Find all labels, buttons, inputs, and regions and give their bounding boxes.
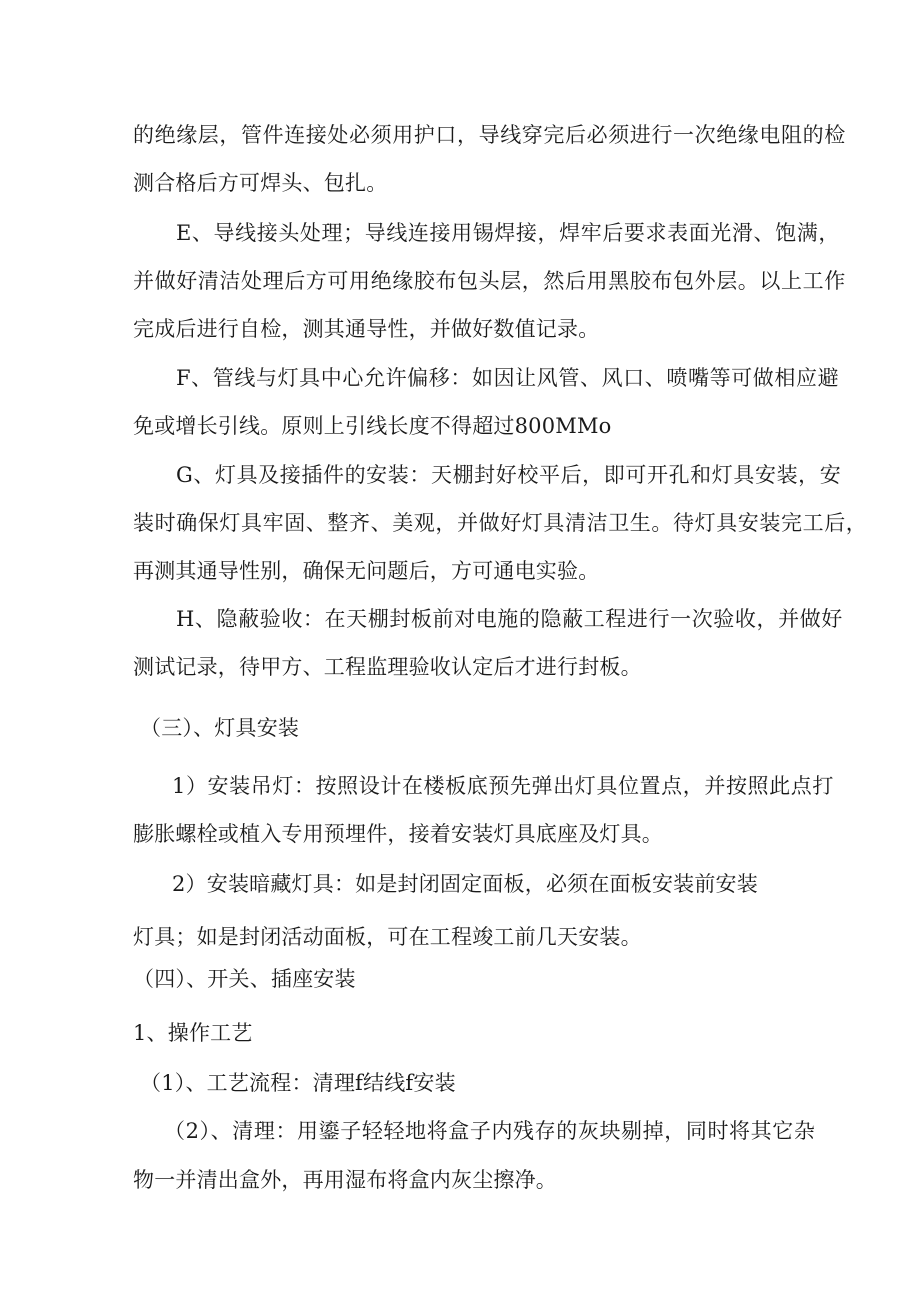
text-line-22: 物一并清出盒外，再用湿布将盒内灰尘擦净。 <box>133 1168 557 1192</box>
text-line-9: 装时确保灯具牢固、整齐、美观，并做好灯具清洁卫生。待灯具安装完工后， <box>133 511 868 535</box>
section-heading-4: （四）、开关、插座安装 <box>133 967 356 991</box>
text-line-5: 完成后进行自检，测其通导性，并做好数值记录。 <box>133 317 600 341</box>
text-line-7: 免或增长引线。原则上引线长度不得超过800MMo <box>133 414 612 438</box>
text-line-4: 并做好清洁处理后方可用绝缘胶布包头层，然后用黑胶布包外层。以上工作 <box>133 269 846 293</box>
text-line-12: 测试记录，待甲方、工程监理验收认定后才进行封板。 <box>133 655 642 679</box>
text-line-14: 1）安装吊灯：按照设计在楼板底预先弹出灯具位置点，并按照此点打 <box>172 774 834 798</box>
text-line-11: H、隐蔽验收：在天棚封板前对电施的隐蔽工程进行一次验收，并做好 <box>176 607 843 631</box>
text-line-20: （1）、工艺流程：清理f结线f安装 <box>140 1071 456 1095</box>
subsection-heading: 1、操作工艺 <box>133 1021 253 1045</box>
text-line-17: 灯具；如是封闭活动面板，可在工程竣工前几天安装。 <box>133 925 642 949</box>
text-line-3: E、导线接头处理；导线连接用锡焊接，焊牢后要求表面光滑、饱满， <box>176 221 840 245</box>
text-line-8: G、灯具及接插件的安装：天棚封好校平后，即可开孔和灯具安装，安 <box>176 463 842 487</box>
text-line-6: F、管线与灯具中心允许偏移：如因让风管、风口、喷嘴等可做相应避 <box>176 366 840 390</box>
text-line-2: 测合格后方可焊头、包扎。 <box>133 171 388 195</box>
text-line-15: 膨胀螺栓或植入专用预埋件，接着安装灯具底座及灯具。 <box>133 822 663 846</box>
text-line-16: 2）安装暗藏灯具：如是封闭固定面板，必须在面板安装前安装 <box>172 872 758 896</box>
text-line-21: （2）、清理：用鎏子轻轻地将盒子内残存的灰块剔掉，同时将其它杂 <box>164 1119 816 1143</box>
text-line-10: 再测其通导性别，确保无问题后，方可通电实验。 <box>133 559 600 583</box>
section-heading-3: （三）、灯具安装 <box>140 716 300 740</box>
text-line-1: 的绝缘层，管件连接处必须用护口，导线穿完后必须进行一次绝缘电阻的检 <box>133 123 846 147</box>
